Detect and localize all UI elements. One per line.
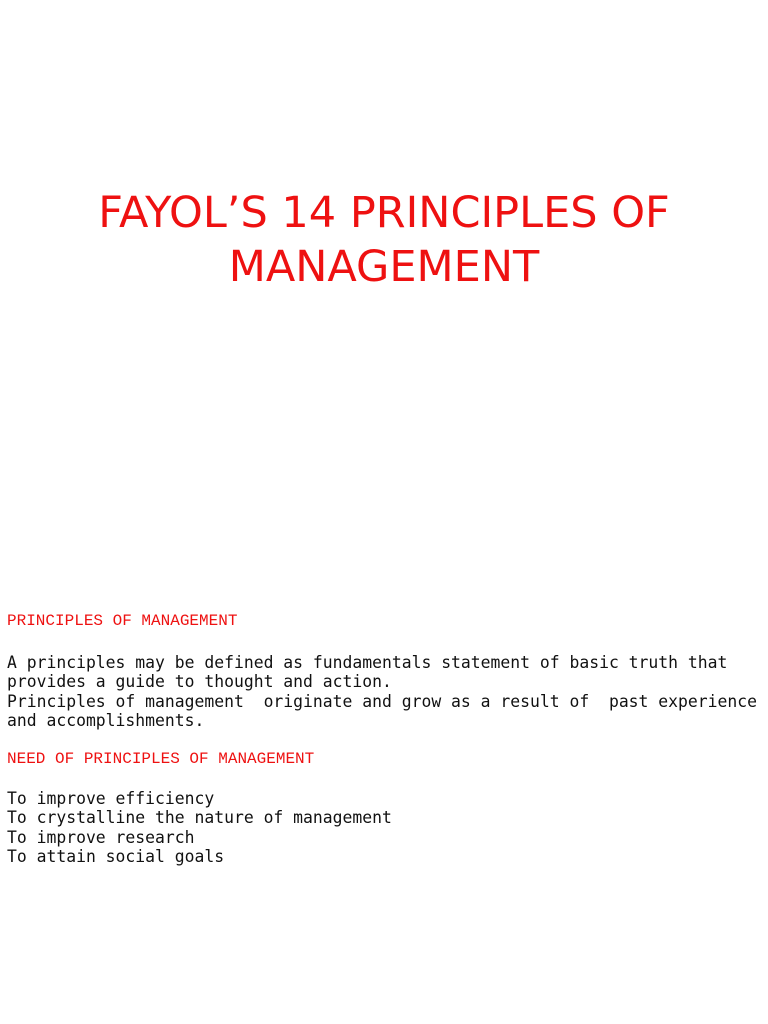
need-list-item: To crystalline the nature of management [7,808,392,828]
spacer [7,631,763,653]
section-heading-principles: PRINCIPLES OF MANAGEMENT [7,612,238,630]
definition-line: provides a guide to thought and action. [7,672,392,692]
definition-line: A principles may be defined as fundamentals statement of basic truth that [7,653,728,673]
title-line-2: MANAGEMENT [228,242,540,292]
spacer [7,769,763,789]
need-list-item: To improve research [7,827,195,847]
spacer [7,730,763,750]
need-list-item: To improve efficiency [7,789,215,809]
title-line-1: FAYOL’S 14 PRINCIPLES OF [98,188,670,238]
section-heading-need: NEED OF PRINCIPLES OF MANAGEMENT [7,750,315,769]
document-body [7,612,763,866]
definition-line: and accomplishments. [7,710,205,730]
page-title [0,186,768,294]
definition-line: Principles of management originate and grow as a result of past experience [7,691,757,711]
need-list-item: To attain social goals [7,846,225,866]
